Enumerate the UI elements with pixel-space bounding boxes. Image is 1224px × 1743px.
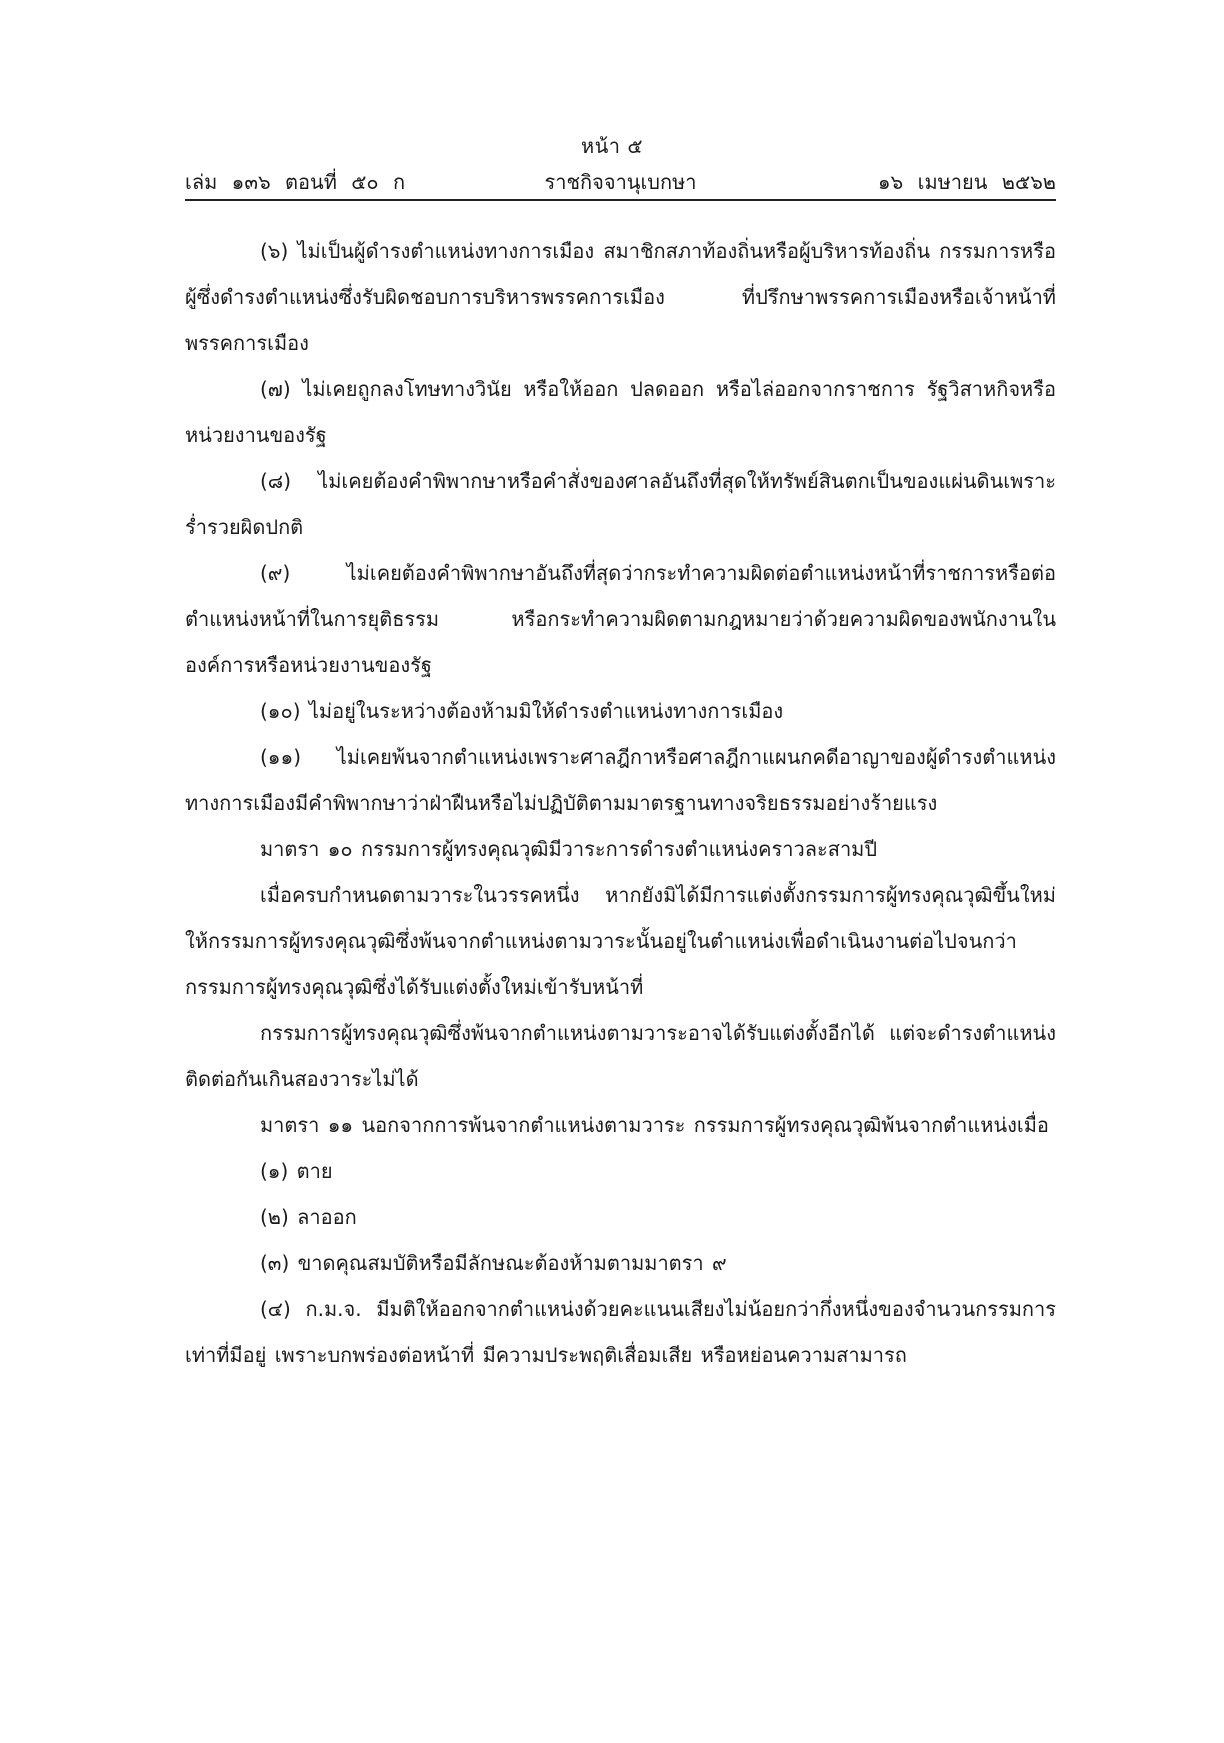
paragraph-item-6: (๖) ไม่เป็นผู้ดำรงตำแหน่งทางการเมือง สมาชิกสภาท้องถิ่นหรือผู้บริหารท้องถิ่น กรรมการหรือผู้ซึ่งดำรงตำแหน่งซึ่งรับผิดชอบการบริหารพรรคการเมือง ที่ปรึกษาพรรคการเมืองหรือเจ้าหน้าที่พรรคการเมือง [185, 239, 1056, 355]
paragraph-item-8: (๘) ไม่เคยต้องคำพิพากษาหรือคำสั่งของศาลอันถึงที่สุดให้ทรัพย์สินตกเป็นของแผ่นดินเพราะร่ำรวยผิดปกติ [185, 469, 1056, 539]
header-rule [185, 199, 1056, 201]
gazette-header [185, 166, 1056, 196]
section-11-item-2: (๒) ลาออก [260, 1205, 357, 1229]
publication-date: ๑๖ เมษายน ๒๕๖๒ [877, 170, 1056, 194]
section-11-item-1: (๑) ตาย [260, 1159, 333, 1183]
section-10-heading: มาตรา ๑๐ กรรมการผู้ทรงคุณวุฒิมีวาระการดำรงตำแหน่งคราวละสามปี [260, 837, 878, 861]
section-10-paragraph-3: กรรมการผู้ทรงคุณวุฒิซึ่งพ้นจากตำแหน่งตามวาระอาจได้รับแต่งตั้งอีกได้ แต่จะดำรงตำแหน่งติดต่อกันเกินสองวาระไม่ได้ [185, 1021, 1056, 1091]
page-number: หน้า ๕ [580, 134, 644, 158]
document-body [185, 228, 1056, 1378]
paragraph-item-10: (๑๐) ไม่อยู่ในระหว่างต้องห้ามมิให้ดำรงตำแหน่งทางการเมือง [260, 699, 784, 723]
paragraph-item-9: (๙) ไม่เคยต้องคำพิพากษาอันถึงที่สุดว่ากระทำความผิดต่อตำแหน่งหน้าที่ราชการหรือต่อตำแหน่งหน้าที่ในการยุติธรรม หรือกระทำความผิดตามกฎหมายว่าด้วยความผิดของพนักงานในองค์การหรือหน่วยงานของรัฐ [185, 561, 1056, 677]
section-11-heading: มาตรา ๑๑ นอกจากการพ้นจากตำแหน่งตามวาระ กรรมการผู้ทรงคุณวุฒิพ้นจากตำแหน่งเมื่อ [260, 1113, 1049, 1137]
section-11-item-4: (๔) ก.ม.จ. มีมติให้ออกจากตำแหน่งด้วยคะแนนเสียงไม่น้อยกว่ากึ่งหนึ่งของจำนวนกรรมการเท่าที่มีอยู่ เพราะบกพร่องต่อหน้าที่ มีความประพฤติเสื่อมเสีย หรือหย่อนความสามารถ [185, 1297, 1056, 1367]
section-11-item-3: (๓) ขาดคุณสมบัติหรือมีลักษณะต้องห้ามตามมาตรา ๙ [260, 1251, 727, 1275]
volume-issue: เล่ม ๑๓๖ ตอนที่ ๕๐ ก [185, 170, 406, 194]
paragraph-item-7: (๗) ไม่เคยถูกลงโทษทางวินัย หรือให้ออก ปลดออก หรือไล่ออกจากราชการ รัฐวิสาหกิจหรือหน่วยงานของรัฐ [185, 377, 1056, 447]
gazette-title: ราชกิจจานุเบกษา [544, 170, 697, 194]
section-10-paragraph-2: เมื่อครบกำหนดตามวาระในวรรคหนึ่ง หากยังมิได้มีการแต่งตั้งกรรมการผู้ทรงคุณวุฒิขึ้นใหม่ให้กรรมการผู้ทรงคุณวุฒิซึ่งพ้นจากตำแหน่งตามวาระนั้นอยู่ในตำแหน่งเพื่อดำเนินงานต่อไปจนกว่ากรรมการผู้ทรงคุณวุฒิซึ่งได้รับแต่งตั้งใหม่เข้ารับหน้าที่ [185, 883, 1056, 999]
paragraph-item-11: (๑๑) ไม่เคยพ้นจากตำแหน่งเพราะศาลฎีกาหรือศาลฎีกาแผนกคดีอาญาของผู้ดำรงตำแหน่งทางการเมืองมีคำพิพากษาว่าฝ่าฝืนหรือไม่ปฏิบัติตามมาตรฐานทางจริยธรรมอย่างร้ายแรง [185, 745, 1056, 815]
